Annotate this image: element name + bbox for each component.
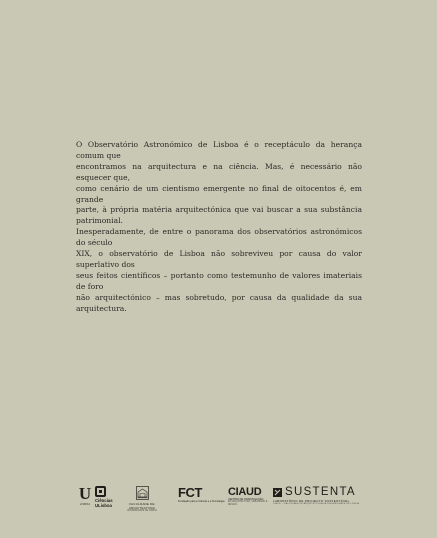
ulisboa-sub: LISBOA bbox=[79, 503, 91, 506]
blurb-line: como cenário de um cientismo emergente no final de oitocentos é, em grande bbox=[76, 183, 362, 204]
blurb-line: não arquitectónico – mas sobretudo, por causa da qualidade da sua arquitectura. bbox=[76, 292, 362, 313]
ciencias-line2: ULisboa bbox=[95, 502, 112, 508]
ciencias-icon bbox=[95, 486, 106, 497]
ciaud-mark: CIAUD bbox=[228, 486, 262, 498]
ciaud-logo bbox=[228, 486, 268, 507]
fct-mark: FCT bbox=[178, 485, 203, 500]
back-cover-blurb bbox=[76, 140, 362, 315]
blurb-line: O Observatório Astronómico de Lisboa é o receptáculo da herança comum que bbox=[76, 140, 362, 160]
blurb-line: Inesperadamente, de entre o panorama dos observatórios astronómicos do século bbox=[76, 227, 362, 248]
sustenta-icon bbox=[273, 488, 282, 497]
sponsor-logos bbox=[73, 486, 368, 512]
faculdade-arquitectura-emblem-icon bbox=[136, 486, 149, 500]
ciencias-line1: Ciências bbox=[95, 498, 113, 503]
faculdade-arquitectura-line1: FACULDADE DE ARQUITECTURA bbox=[128, 502, 156, 510]
fct-sub: Fundação para a Ciência e a Tecnologia bbox=[178, 500, 225, 503]
faculdade-arquitectura-line2: UNIVERSIDADE DE LISBOA bbox=[127, 510, 157, 512]
sustenta-logo bbox=[273, 486, 368, 505]
blurb-line: XIX, o observatório de Lisboa não sobreviveu por causa do valor superlativo dos bbox=[76, 249, 362, 269]
ciaud-sub: CENTRO DE INVESTIGAÇÃO bbox=[228, 498, 264, 501]
ulisboa-mark: U bbox=[78, 484, 92, 503]
blurb-line: encontramos na arquitectura e na ciência. Mas, é necessário não esquecer que, bbox=[76, 161, 362, 182]
blurb-line: parte, à própria matéria arquitectónica que vai buscar a sua substância patrimonial. bbox=[76, 205, 362, 226]
fct-logo bbox=[178, 486, 226, 503]
ulisboa-logo bbox=[78, 486, 92, 506]
sustenta-mark: SUSTENTA bbox=[285, 486, 356, 498]
ciaud-sub2: EM ARQUITECTURA, URBANISMO E DESIGN bbox=[228, 501, 268, 506]
blurb-line: seus feitos científicos – portanto como testemunho de valores imateriais de foro bbox=[76, 270, 362, 291]
faculdade-arquitectura-logo bbox=[120, 486, 164, 512]
sustenta-sub: LABORATÓRIO DE PROJECTO SUSTENTÁVEL bbox=[273, 499, 350, 503]
ciencias-logo bbox=[95, 486, 117, 508]
sustenta-sub2: CIAUD — FACULDADE DE ARQUITECTURA DA UNIVERSIDADE DE LISBOA bbox=[273, 503, 360, 505]
